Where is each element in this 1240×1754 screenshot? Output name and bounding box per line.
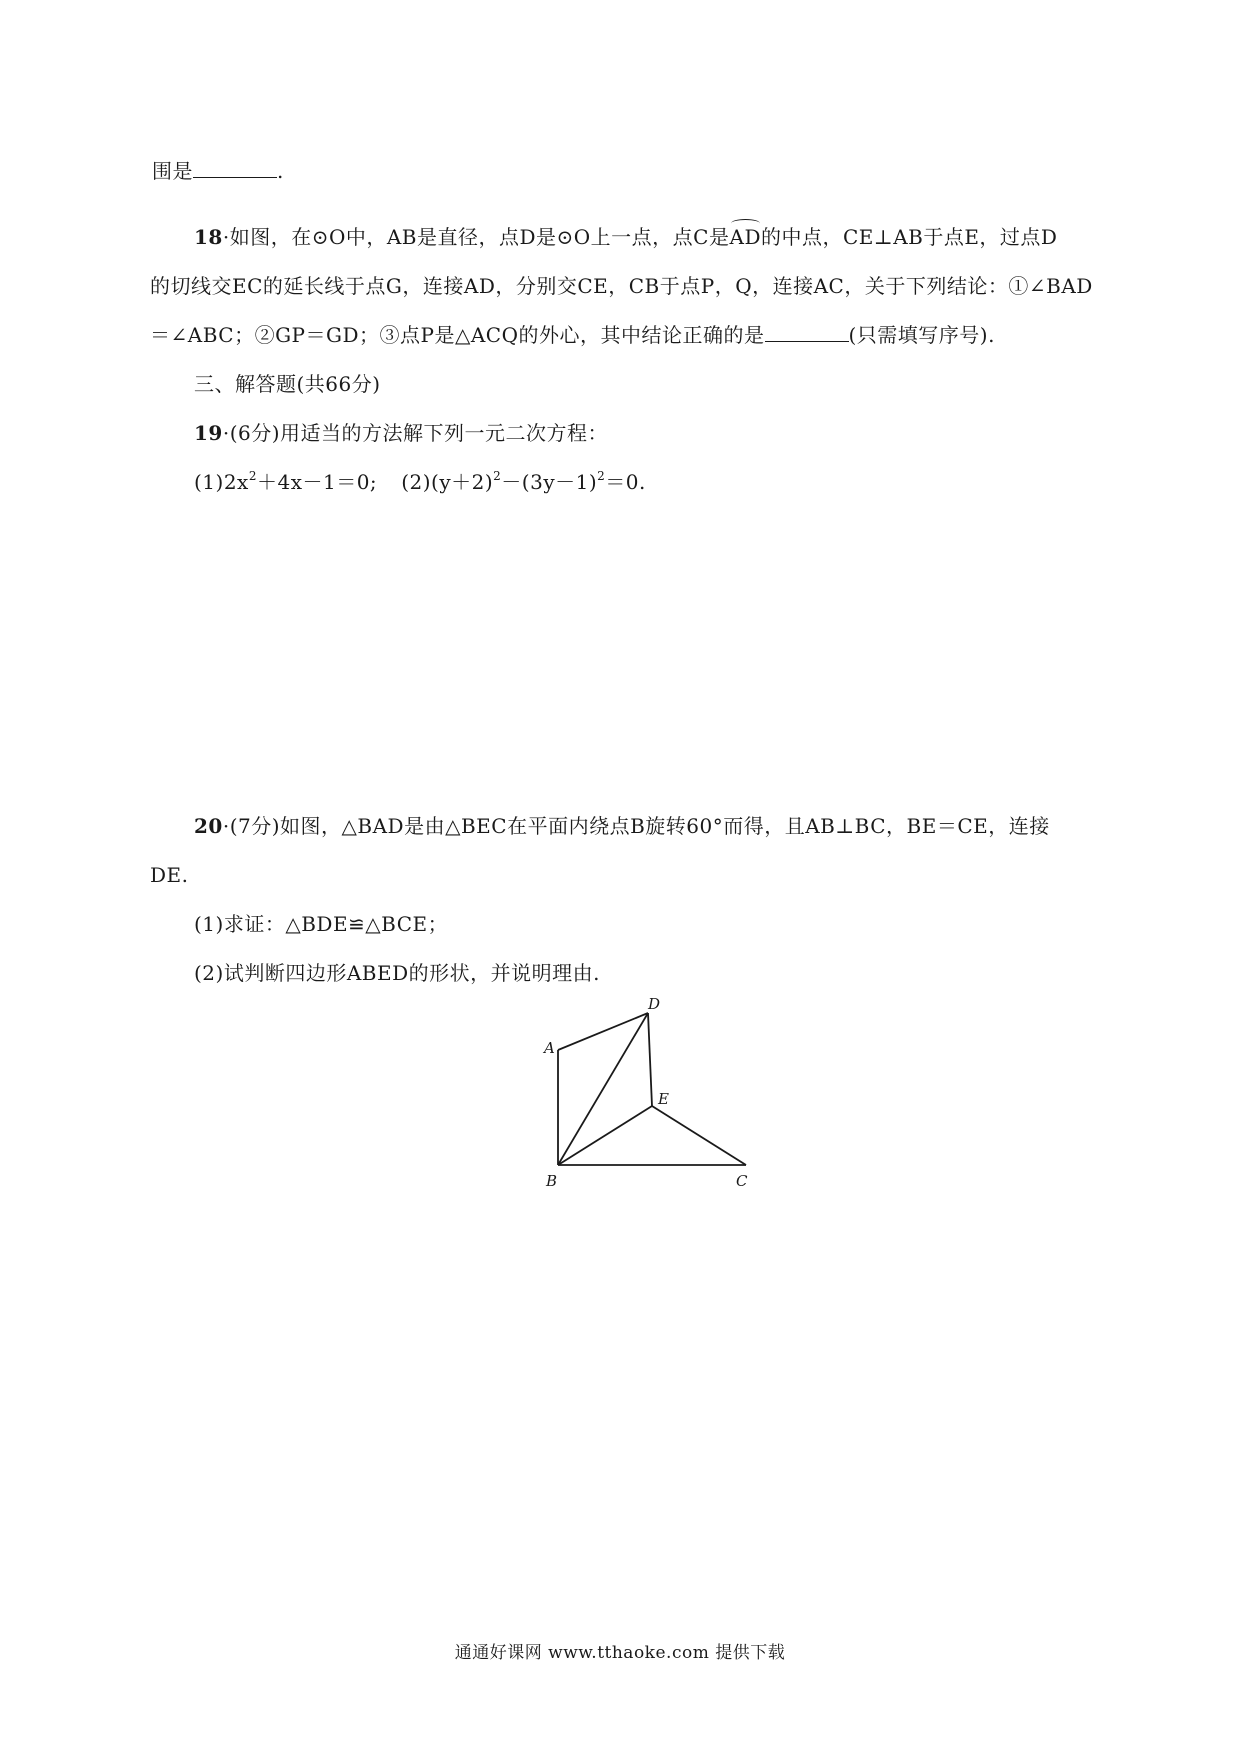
q18-text-1a: ·如图，在⊙O中，AB是直径，点D是⊙O上一点，点C是 (222, 225, 730, 249)
q20-intro: ·(7分)如图，△BAD是由△BEC在平面内绕点B旋转60°而得，且AB⊥BC，BE＝CE，连接 (222, 814, 1050, 838)
fragment-prefix: 围是 (152, 159, 193, 183)
q20-line-1 (194, 812, 1050, 840)
q18-line-1 (194, 223, 1057, 251)
q19-intro: ·(6分)用适当的方法解下列一元二次方程： (222, 421, 609, 445)
segment-ad (558, 1013, 648, 1050)
label-e: E (658, 1090, 669, 1108)
geometry-figure (520, 990, 760, 1200)
segment-be (558, 1106, 652, 1165)
q20-part1: (1)求证：△BDE≌△BCE； (194, 912, 449, 936)
answer-blank (765, 321, 849, 342)
segment-bd (558, 1013, 648, 1165)
label-a: A (544, 1039, 555, 1057)
label-d: D (648, 995, 661, 1013)
q20-number: 20 (194, 814, 223, 838)
page-footer: 通通好课网 www.tthaoke.com 提供下载 (454, 1643, 786, 1663)
q18-line-2: 的切线交EC的延长线于点G，连接AD，分别交CE，CB于点P，Q，连接AC，关于下列结论：①∠BAD (150, 274, 1093, 298)
arc-ad: AD (729, 225, 761, 249)
q18-line-3 (150, 321, 995, 349)
q19-part1: $(1)2x^2+4x-1=0$; (194, 469, 378, 494)
q20-line-2: DE. (150, 863, 189, 887)
q18-text-1b: 的中点，CE⊥AB于点E，过点D (760, 225, 1058, 249)
section-heading: 三、解答题(共66分) (194, 372, 381, 396)
q19-part2: $(2)(y+2)^2-(3y-1)^2=0$. (401, 469, 646, 494)
label-c: C (736, 1172, 748, 1190)
q19-line-2 (194, 468, 646, 496)
q19-line-1 (194, 419, 608, 447)
q18-text-3b: (只需填写序号). (848, 323, 995, 347)
fragment-line (152, 157, 284, 185)
q19-number: 19 (194, 421, 223, 445)
segment-ec (652, 1106, 746, 1165)
label-b: B (546, 1172, 558, 1190)
q18-number: 18 (194, 225, 223, 249)
segment-de (648, 1013, 652, 1106)
q20-part2: (2)试判断四边形ABED的形状，并说明理由. (194, 961, 600, 985)
fragment-suffix: . (277, 159, 284, 183)
q18-text-3a: ＝∠ABC；②GP＝GD；③点P是△ACQ的外心，其中结论正确的是 (150, 323, 765, 347)
answer-blank (193, 157, 277, 178)
